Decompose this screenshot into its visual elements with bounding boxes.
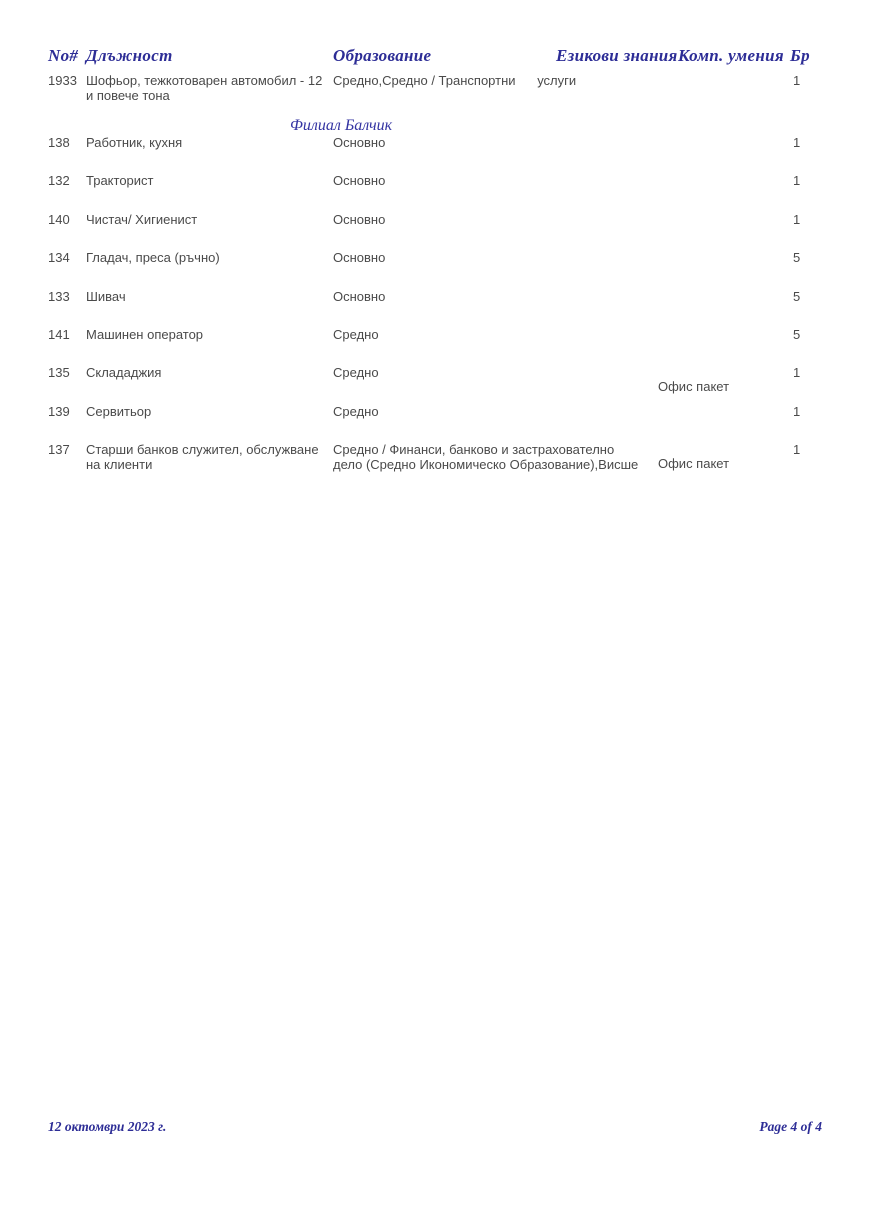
column-header-languages: Езикови знания xyxy=(556,46,678,65)
row-count: 1 xyxy=(793,135,801,150)
row-education: Основно xyxy=(333,173,386,189)
row-no: 134 xyxy=(48,250,70,266)
table-row xyxy=(0,366,870,404)
table-row xyxy=(0,174,870,212)
row-position: Сервитьор xyxy=(86,403,152,419)
column-header-position: Длъжност xyxy=(86,46,173,65)
row-count: 5 xyxy=(793,250,801,266)
column-header-education: Образование xyxy=(333,46,432,65)
table-row xyxy=(0,290,870,328)
row-position: Работник, кухня xyxy=(86,135,183,150)
row-position: Шивач xyxy=(86,288,126,304)
row-no: 138 xyxy=(48,135,70,150)
row-computer-skills: Офис пакет xyxy=(658,455,730,471)
row-count: 1 xyxy=(793,365,801,381)
row-position: Старши банков служител, обслужване на клиенти xyxy=(86,442,323,472)
table-row xyxy=(0,213,870,251)
section-row xyxy=(0,117,870,136)
row-no: 135 xyxy=(48,365,70,381)
column-header-computer: Комп. умения xyxy=(678,46,784,65)
row-no: 139 xyxy=(48,403,70,419)
row-education: Средно xyxy=(333,326,379,342)
row-count: 1 xyxy=(793,403,801,419)
column-header-count: Бр xyxy=(790,46,810,65)
row-no: 141 xyxy=(48,326,70,342)
row-count: 5 xyxy=(793,326,801,342)
row-education: Средно,Средно / Транспортни услуги xyxy=(333,73,577,88)
row-education: Средно xyxy=(333,403,379,419)
table-row xyxy=(0,136,870,174)
page-footer xyxy=(48,1119,822,1135)
footer-page-number: Page 4 of 4 xyxy=(759,1119,822,1134)
row-education: Основно xyxy=(333,250,386,266)
table-row xyxy=(0,74,870,117)
row-position: Склададжия xyxy=(86,365,162,381)
row-count: 5 xyxy=(793,288,801,304)
row-no: 140 xyxy=(48,211,70,227)
row-no: 132 xyxy=(48,173,70,189)
row-education: Основно xyxy=(333,288,386,304)
row-position: Машинен оператор xyxy=(86,326,204,342)
column-header-no: No# xyxy=(48,46,79,65)
section-title: Филиал Балчик xyxy=(290,117,393,134)
row-count: 1 xyxy=(793,442,801,458)
row-education: Средно xyxy=(333,365,379,381)
table-row xyxy=(0,251,870,289)
row-education: Основно xyxy=(333,211,386,227)
table-row xyxy=(0,443,870,481)
row-computer-skills: Офис пакет xyxy=(658,378,730,394)
row-education: Основно xyxy=(333,135,386,150)
row-position: Чистач/ Хигиенист xyxy=(86,211,198,227)
table-header-row xyxy=(0,47,870,74)
row-position: Шофьор, тежкотоварен автомобил - 12 и повече тона xyxy=(86,73,326,103)
row-count: 1 xyxy=(793,73,801,88)
row-education: Средно / Финанси, банково и застрахователно дело (Средно Икономическо Образование),Висше xyxy=(333,442,639,472)
footer-date: 12 октомври 2023 г. xyxy=(48,1119,167,1134)
row-no: 1933 xyxy=(48,73,77,88)
row-count: 1 xyxy=(793,173,801,189)
row-position: Гладач, преса (ръчно) xyxy=(86,250,220,266)
row-position: Тракторист xyxy=(86,173,154,189)
row-no: 133 xyxy=(48,288,70,304)
row-count: 1 xyxy=(793,211,801,227)
row-no: 137 xyxy=(48,442,70,458)
table-row xyxy=(0,328,870,366)
table-row xyxy=(0,405,870,443)
